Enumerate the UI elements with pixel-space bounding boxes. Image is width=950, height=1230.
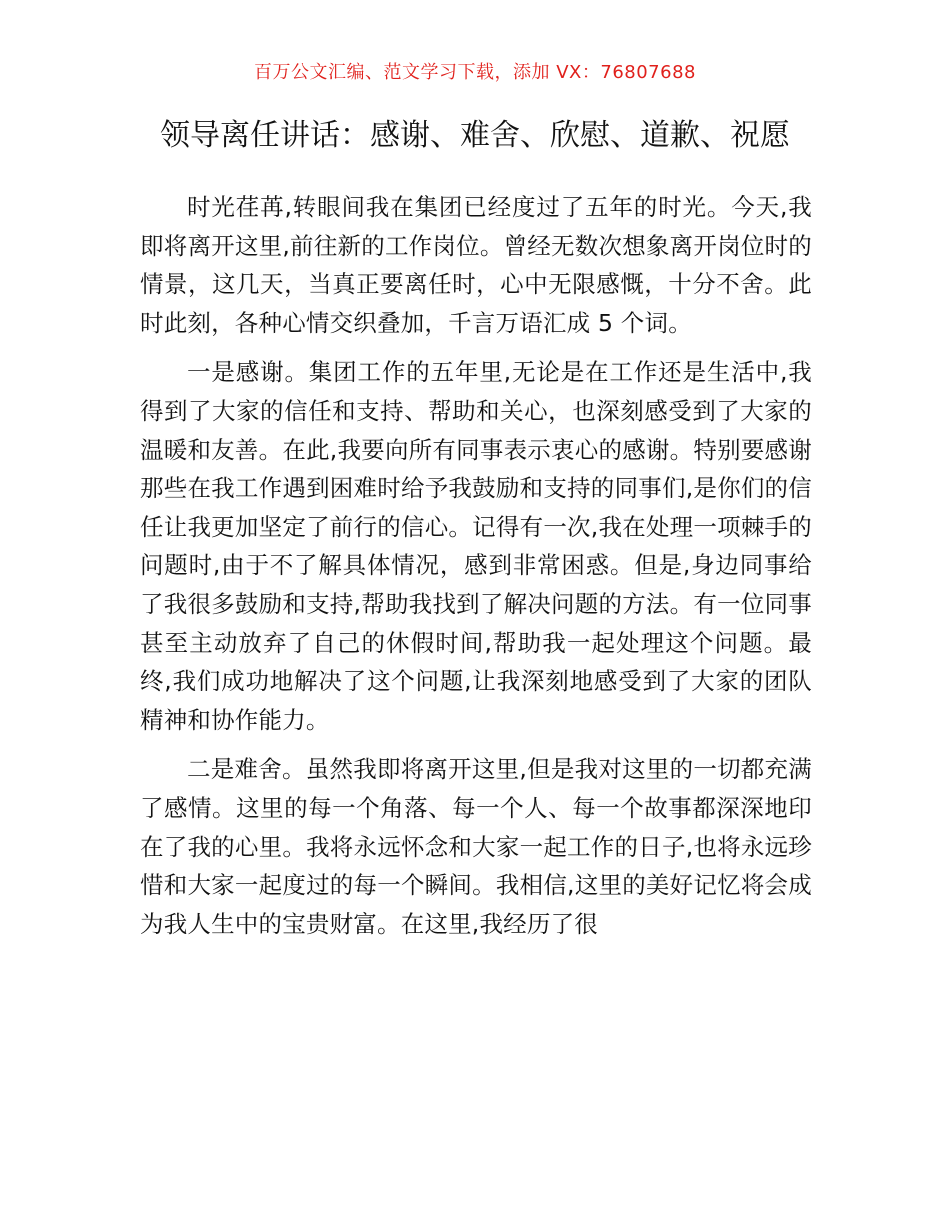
header-watermark-note: 百万公文汇编、范文学习下载，添加 VX：76807688 [254, 62, 696, 83]
document-body [140, 188, 812, 954]
paragraph-reluctance: 二是难舍。虽然我即将离开这里,但是我对这里的一切都充满了感情。这里的每一个角落、每一个人、每一个故事都深深地印在了我的心里。我将永远怀念和大家一起工作的日子,也将永远珍惜和大家一起度过的每一个瞬间。我相信,这里的美好记忆将会成为我人生中的宝贵财富。在这里,我经历了很 [140, 755, 812, 938]
document-title: 领导离任讲话：感谢、难舍、欣慰、道歉、祝愿 [160, 118, 790, 153]
paragraph-thanks: 一是感谢。集团工作的五年里,无论是在工作还是生活中,我得到了大家的信任和支持、帮助和关心，也深刻感受到了大家的温暖和友善。在此,我要向所有同事表示衷心的感谢。特别要感谢那些在我工作遇到困难时给予我鼓励和支持的同事们,是你们的信任让我更加坚定了前行的信心。记得有一次,我在处理一项棘手的问题时,由于不了解具体情况，感到非常困惑。但是,身边同事给了我很多鼓励和支持,帮助我找到了解决问题的方法。有一位同事甚至主动放弃了自己的休假时间,帮助我一起处理这个问题。最终,我们成功地解决了这个问题,让我深刻地感受到了大家的团队精神和协作能力。 [140, 358, 812, 734]
paragraph-intro: 时光荏苒,转眼间我在集团已经度过了五年的时光。今天,我即将离开这里,前往新的工作岗位。曾经无数次想象离开岗位时的情景，这几天，当真正要离任时，心中无限感慨，十分不舍。此时此刻，各种心情交织叠加，千言万语汇成 5 个词。 [140, 193, 812, 337]
